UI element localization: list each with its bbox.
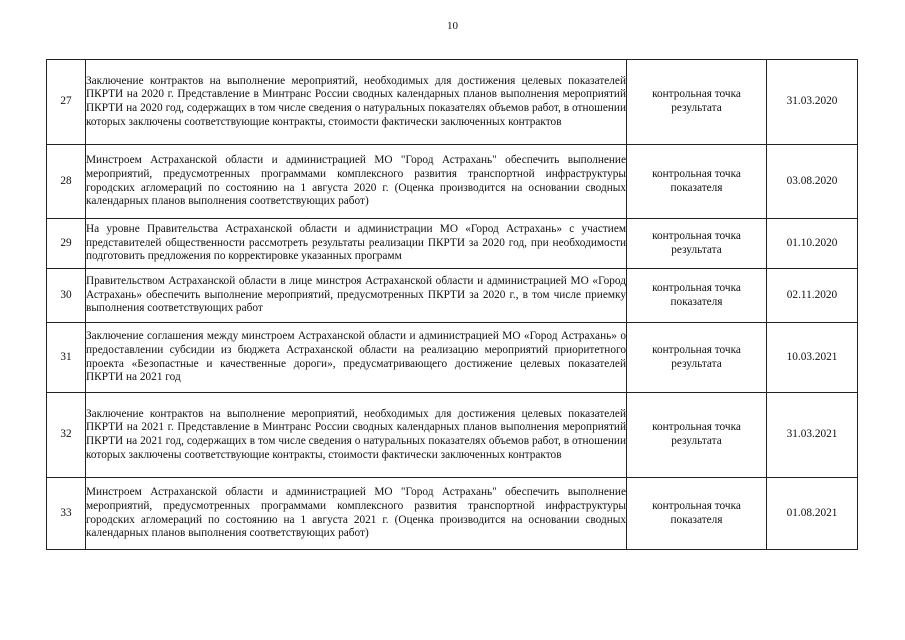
- row-date: 31.03.2020: [767, 60, 858, 145]
- point-type-line: результата: [671, 102, 722, 114]
- table-row: [47, 269, 858, 323]
- row-description: Заключение контрактов на выполнение мероприятий, необходимых для достижения целевых показателей ПКРТИ на 2021 г. Представление в Минтранс России сводных календарных планов выполнения мероприятий ПКРТИ на 2021 год, содержащих в том числе сведения о натуральных показателях объемов работ, в отношении которых заключены соответствующие контракты, стоимости фактически заключенных контрактов: [86, 393, 627, 478]
- page-number: 10: [447, 20, 458, 32]
- point-type-line: контрольная точка: [652, 229, 741, 242]
- row-date: 02.11.2020: [767, 269, 858, 323]
- row-number: 31: [47, 323, 86, 393]
- point-type-line: контрольная точка: [652, 281, 741, 294]
- row-point-type: [627, 219, 767, 269]
- point-type-line: контрольная точка: [652, 88, 741, 101]
- point-type-line: результата: [671, 243, 722, 256]
- table-row: [47, 60, 858, 145]
- row-number: 28: [47, 145, 86, 219]
- table-row: [47, 478, 858, 550]
- point-type-line: контрольная точка: [652, 499, 741, 512]
- point-type-line: показателя: [670, 181, 723, 194]
- row-number: 32: [47, 393, 86, 478]
- point-type-line: показателя: [670, 295, 723, 308]
- table-row: [47, 323, 858, 393]
- row-date: 03.08.2020: [767, 145, 858, 219]
- point-type-line: результата: [671, 435, 722, 447]
- control-points-table: [46, 59, 858, 550]
- row-point-type: [627, 323, 767, 393]
- row-description: Заключение соглашения между минстроем Астраханской области и администрацией МО «Город Астрахань» о предоставлении субсидии из бюджета Астраханской области на реализацию мероприятий приоритетного проекта «Безопастные и качественные дороги», предусматривающего достижение целевых показателей ПКРТИ на 2021 год: [86, 323, 627, 393]
- row-description: Правительством Астраханской области в лице минстроя Астраханской области и администрацией МО «Город Астрахань» обеспечить выполнение мероприятий, предусмотренных ПКРТИ за 2020 г., в том числе приемку выполнения соответствующих работ: [86, 269, 627, 323]
- row-number: 30: [47, 269, 86, 323]
- row-number: 29: [47, 219, 86, 269]
- row-date: 31.03.2021: [767, 393, 858, 478]
- row-point-type: [627, 60, 767, 145]
- row-point-type: [627, 145, 767, 219]
- point-type-line: контрольная точка: [652, 421, 741, 434]
- row-description: Минстроем Астраханской области и администрацией МО "Город Астрахань" обеспечить выполнение мероприятий, предусмотренных программами комплексного развития транспортной инфраструктуры городских агломераций по состоянию на 1 августа 2021 г. (Оценка производится на основании сводных календарных планов выполнения соответствующих работ): [86, 478, 627, 550]
- row-point-type: [627, 393, 767, 478]
- row-description: Заключение контрактов на выполнение мероприятий, необходимых для достижения целевых показателей ПКРТИ на 2020 г. Представление в Минтранс России сводных календарных планов выполнения мероприятий ПКРТИ на 2020 год, содержащих в том числе сведения о натуральных показателях объемов работ, в отношении которых заключены соответствующие контракты, стоимости фактически заключенных контрактов: [86, 60, 627, 145]
- point-type-line: контрольная точка: [652, 343, 741, 356]
- row-point-type: [627, 269, 767, 323]
- row-date: 10.03.2021: [767, 323, 858, 393]
- row-date: 01.08.2021: [767, 478, 858, 550]
- row-number: 27: [47, 60, 86, 145]
- row-date: 01.10.2020: [767, 219, 858, 269]
- table-row: [47, 393, 858, 478]
- row-description: Минстроем Астраханской области и администрацией МО "Город Астрахань" обеспечить выполнение мероприятий, предусмотренных программами комплексного развития транспортной инфраструктуры городских агломераций по состоянию на 1 августа 2020 г. (Оценка производится на основании сводных календарных планов выполнения соответствующих работ): [86, 145, 627, 219]
- row-point-type: [627, 478, 767, 550]
- row-description: На уровне Правительства Астраханской области и администрации МО «Город Астрахань» с участием представителей общественности рассмотреть результаты реализации ПКРТИ за 2020 год, при необходимости подготовить предложения по корректировке указанных программ: [86, 219, 627, 269]
- point-type-line: контрольная точка: [652, 167, 741, 180]
- point-type-line: показателя: [670, 513, 723, 526]
- point-type-line: результата: [671, 357, 722, 370]
- table-row: [47, 145, 858, 219]
- table-row: [47, 219, 858, 269]
- row-number: 33: [47, 478, 86, 550]
